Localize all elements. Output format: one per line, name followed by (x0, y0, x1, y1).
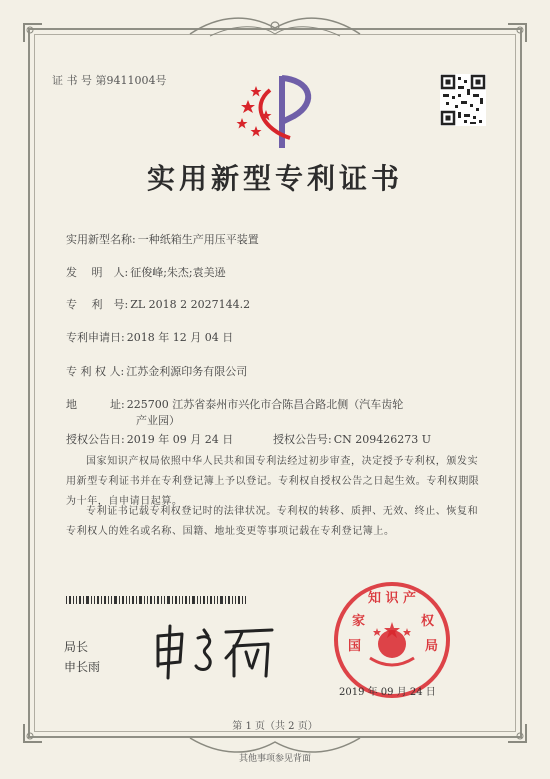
director-title: 局长 (64, 640, 89, 654)
qr-code-icon (440, 74, 486, 126)
address-value-line1: 225700 江苏省泰州市兴化市合陈昌合路北侧（汽车齿轮 (126, 398, 404, 411)
grant-date-row (66, 431, 233, 447)
address-row (66, 396, 403, 412)
top-ornament (180, 14, 370, 42)
grant-date-label: 授权公告日: (66, 433, 125, 446)
page-number: 第 1 页（共 2 页） (232, 721, 318, 732)
utility-model-name-row (66, 231, 259, 247)
patent-number-label: 专 利 号: (66, 298, 129, 311)
barcode-icon (66, 596, 246, 604)
corner-ornament-tl (22, 22, 44, 44)
svg-text:家: 家 (352, 614, 366, 629)
inventor-value: 征俊峰;朱杰;袁美逊 (130, 266, 226, 279)
patentee-value: 江苏金利源印务有限公司 (126, 365, 248, 378)
handwritten-signature (152, 622, 282, 682)
patent-number-row (66, 296, 250, 312)
grant-number-label: 授权公告号: (273, 433, 332, 446)
director-name: 申长雨 (64, 660, 101, 674)
grant-number-row (273, 431, 431, 447)
name-label: 实用新型名称: (66, 233, 136, 246)
paragraph-legal-status: 专利证书记载专利权登记时的法律状况。专利权的转移、质押、无效、终止、恢复和专利权人的姓名或名称、国籍、地址变更等事项记载在专利登记簿上。 (66, 506, 479, 537)
patent-number-value: ZL 2018 2 2027144.2 (130, 298, 251, 311)
certificate-title: 实用新型专利证书 (146, 162, 403, 195)
address-label: 地 址: (66, 398, 125, 411)
cnipa-logo-icon (230, 72, 322, 152)
seal-date: 2019 年 09 月 24 日 (339, 687, 436, 698)
official-seal-icon (332, 580, 452, 700)
footer-note: 其他事项参见背面 (238, 754, 311, 764)
inventor-row (66, 264, 226, 280)
inventor-label: 发 明 人: (66, 266, 129, 279)
grant-date-value: 2019 年 09 月 24 日 (126, 433, 234, 446)
filing-date-value: 2018 年 12 月 04 日 (126, 331, 234, 344)
svg-text:知 识 产: 知 识 产 (367, 591, 417, 606)
paragraph-grant-statement: 国家知识产权局依照中华人民共和国专利法经过初步审查，决定授予专利权，颁发实用新型专利证书并在专利登记簿上予以登记。专利权自授权公告之日起生效。专利权期限为十年，自申请日起算。 (66, 456, 480, 507)
filing-date-label: 专利申请日: (66, 331, 125, 344)
svg-text:局: 局 (425, 639, 439, 654)
svg-text:权: 权 (421, 614, 435, 629)
grant-number-value: CN 209426273 U (333, 433, 432, 446)
filing-date-row (66, 329, 233, 345)
address-value-line2: 产业园） (136, 414, 180, 427)
patentee-row (66, 363, 247, 379)
patentee-label: 专 利 权 人: (66, 365, 125, 378)
name-value: 一种纸箱生产用压平装置 (137, 233, 259, 246)
svg-text:国: 国 (348, 639, 362, 654)
certificate-number: 证 书 号 第9411004号 (52, 74, 167, 87)
corner-ornament-tr (506, 22, 528, 44)
